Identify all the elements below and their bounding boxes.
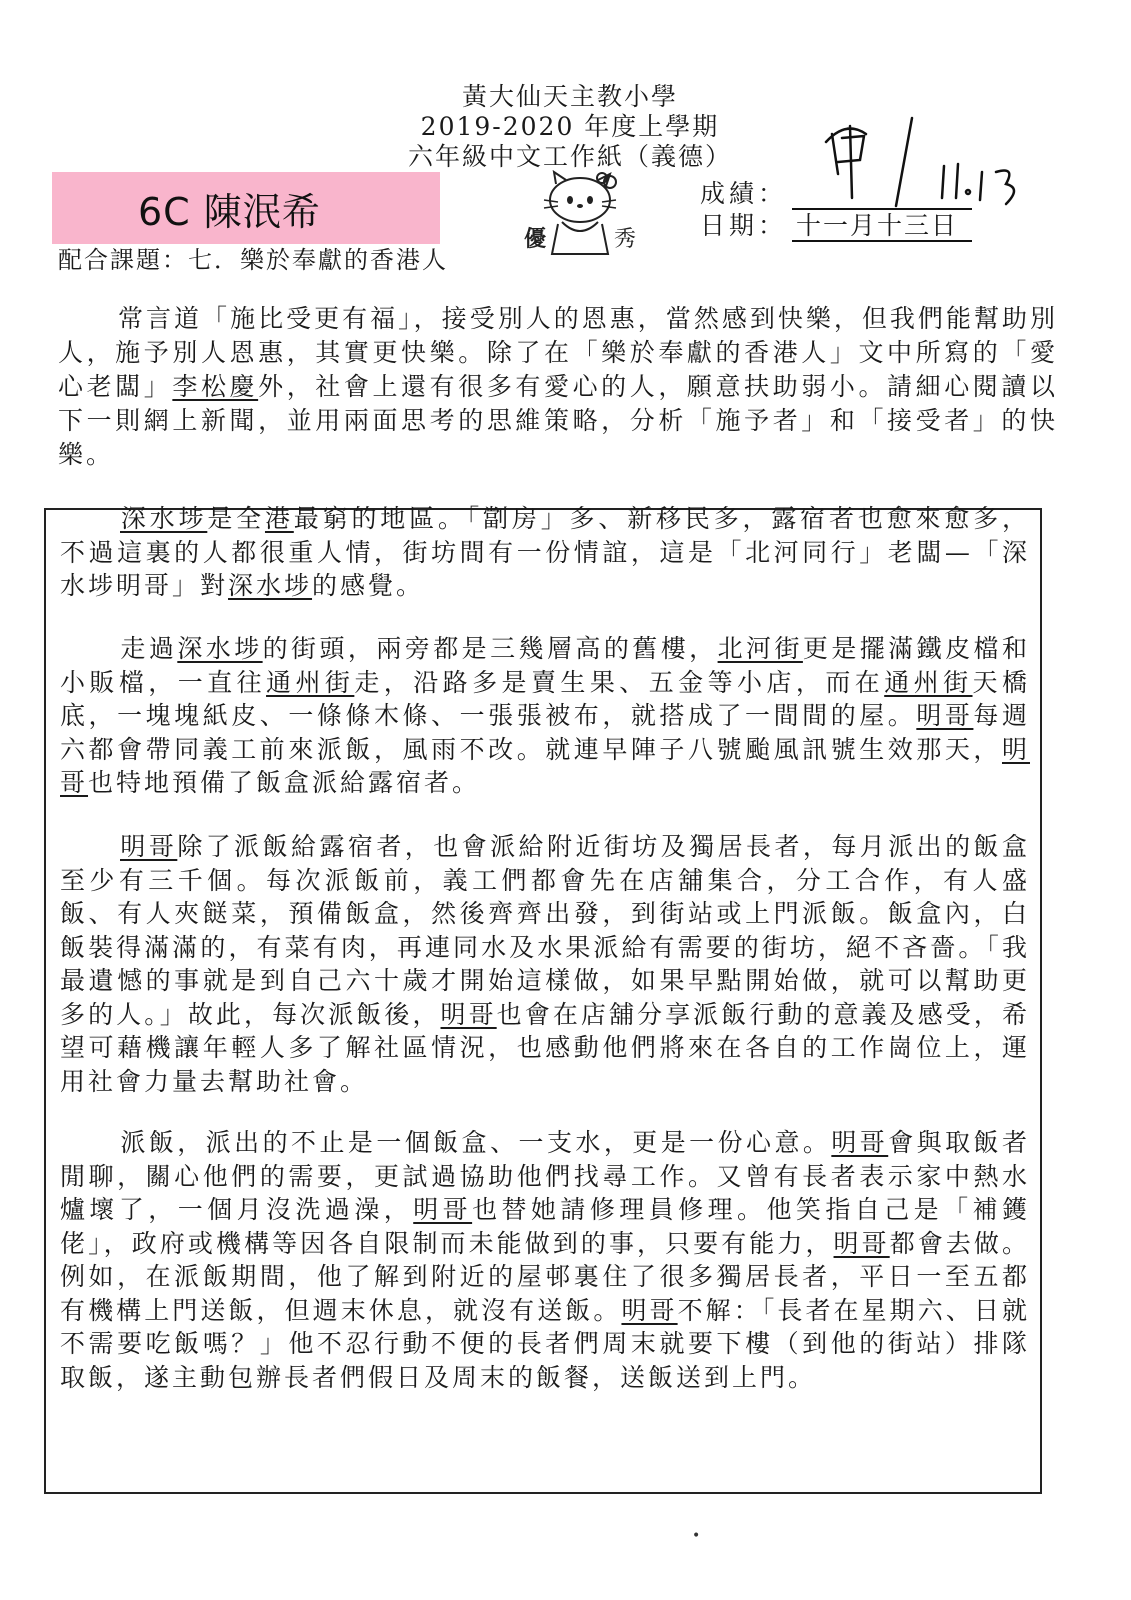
proper-name: 明哥 (413, 1195, 473, 1224)
text-run: 派飯，派出的不止是一個飯盒、一支水，更是一份心意。 (120, 1128, 832, 1157)
text-run: 是全 (207, 504, 265, 533)
proper-name: 明哥 (833, 1228, 890, 1258)
handwritten-grade (816, 112, 1036, 212)
text-run: 的感覺。 (312, 571, 425, 600)
text-run: 外，社會上還有很多有愛心的人，願意扶助弱小。請細心閱讀以下一則網上新聞，並用兩面思考的思維策略，分析「施予者」和「接受者」的快樂。 (58, 372, 1058, 469)
proper-name: 深水埗 (177, 634, 263, 663)
proper-name: 明哥 (60, 734, 1030, 797)
proper-name: 明哥 (621, 1295, 678, 1325)
text-run: 走過 (120, 634, 178, 663)
worksheet-title: 六年級中文工作紙（義德） (407, 142, 732, 171)
text-run: 更是擺滿鐵皮檔和小販檔，一直往 (60, 634, 1030, 697)
proper-name: 深水埗 (228, 571, 313, 600)
proper-name: 北河街 (717, 634, 803, 663)
text-run: 不解：「長者在星期六、日就不需要吃飯嗎？」他不忍行動不便的長者們周末就要下樓（到他的街站）排隊取飯，遂主動包辦長者們假日及周末的飯餐，送飯送到上門。 (60, 1295, 1030, 1392)
text-run: 每週六都會帶同義工前來派飯，風雨不改。就連早陣子八號颱風訊號生效那天， (60, 701, 1030, 764)
text-run: 除了派飯給露宿者，也會派給附近街坊及獨居長者，每月派出的飯盒至少有三千個。每次派飯前，義工們都會先在店舖集合，分工合作，有人盛飯、有人夾餸菜，預備飯盒，然後齊齊出發，到街站或上門派飯。飯盒內，白飯裝得滿滿的，有菜有肉，再連同水及水果派給有需要的街坊，絕不吝嗇。「我最遺憾的事就是到自己六十歲才開始這樣做，如果早點開始做，就可以幫助更多的人。」故此，每次派飯後， (60, 832, 1030, 1029)
text-run: 的街頭，兩旁都是三幾層高的舊樓， (262, 634, 718, 663)
article-paragraph-4 (60, 1126, 1030, 1394)
student-name: 6C 陳泯希 (138, 189, 321, 234)
text-run: 會與取飯者閒聊，關心他們的需要，更試過協助他們找尋工作。又曾有長者表示家中熱水爐壞了，一個月沒洗過澡， (60, 1128, 1030, 1224)
text-run: 也特地預備了飯盒派給露宿者。 (88, 768, 481, 797)
school-year: 2019-2020 年度上學期 (420, 112, 720, 141)
school-name: 黃大仙天主教小學 (461, 82, 678, 111)
proper-name: 通州街 (884, 667, 973, 697)
text-run: 常言道「施比受更有福」，接受別人的恩惠，當然感到快樂，但我們能幫助別人，施予別人恩惠，其實更快樂。除了在「樂於奉獻的香港人」文中所寫的「愛心老闆」 (58, 304, 1058, 401)
proper-name: 明哥 (831, 1128, 889, 1157)
proper-name: 明哥 (440, 999, 497, 1029)
date-label: 日期： (700, 211, 788, 240)
student-name-tag (52, 172, 440, 244)
svg-text:優: 優 (524, 226, 547, 252)
intro-paragraph (58, 302, 1058, 472)
worksheet-header (380, 82, 760, 172)
text-run: 都會去做。例如，在派飯期間，他了解到附近的屋邨裏住了很多獨居長者，平日一至五都有機構上門送飯，但週末休息，就沒有送飯。 (60, 1228, 1030, 1325)
text-run: 也替她請修理員修理。他笑指自己是「補鑊佬」，政府或機構等因各自限制而未能做到的事，只要有能力， (60, 1195, 1030, 1258)
scan-mark: • (692, 1528, 701, 1544)
text-run: 也會在店舖分享派飯行動的意義及感受，希望可藉機讓年輕人多了解社區情況，也感動他們將來在各自的工作崗位上，運用社會力量去幫助社會。 (60, 999, 1030, 1096)
date-value: 十一月十三日 (796, 211, 959, 240)
proper-name: 李松慶 (172, 372, 259, 401)
article-paragraph-2 (60, 632, 1030, 800)
svg-text:秀: 秀 (614, 227, 637, 252)
text-run: 走，沿路多是賣生果、五金等小店，而在 (354, 667, 885, 697)
proper-name: 明哥 (916, 701, 974, 730)
proper-name: 通州街 (266, 667, 355, 697)
hello-kitty-icon (522, 170, 642, 262)
article-paragraph-3 (60, 830, 1030, 1098)
proper-name: 明哥 (120, 832, 178, 861)
topic-line: 配合課題：七．樂於奉獻的香港人 (58, 246, 448, 274)
article-paragraph-1 (60, 502, 1030, 603)
proper-name: 深水埗 (120, 504, 208, 533)
proper-name: 港 (264, 504, 294, 533)
text-run: 最窮的地區。「劏房」多、新移民多，露宿者也愈來愈多，不過這裏的人都很重人情，街坊間有一份情誼，這是「北河同行」老闆—「深水埗明哥」對 (60, 504, 1030, 600)
grade-label: 成績： (700, 179, 788, 208)
date-blank (792, 240, 972, 242)
text-run: 天橋底，一塊塊紙皮、一條條木條、一張張被布，就搭成了一間間的屋。 (60, 667, 1030, 730)
